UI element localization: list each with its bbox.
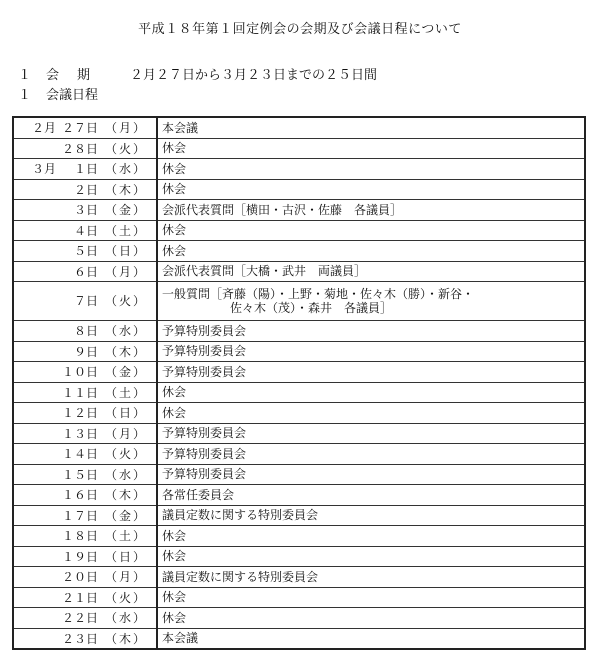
event-text: 議員定数に関する特別委員会 (162, 569, 319, 584)
weekday-text: （水） (104, 467, 147, 482)
schedule-row (13, 138, 585, 159)
event-cell (157, 282, 585, 321)
event-cell (157, 526, 585, 547)
weekday-text: （火） (104, 141, 147, 156)
date-cell (13, 382, 157, 403)
event-text-line2: 佐々木（茂）・森井 各議員］ (230, 301, 393, 315)
schedule-row (13, 261, 585, 282)
event-cell (157, 464, 585, 485)
event-text: 休会 (162, 385, 187, 400)
event-cell (157, 261, 585, 282)
weekday-text: （土） (104, 529, 147, 543)
schedule-row (13, 179, 585, 200)
event-cell (157, 362, 585, 383)
date-cell (13, 546, 157, 567)
schedule-row (13, 200, 585, 221)
date-cell (13, 138, 157, 159)
weekday-text: （月） (104, 264, 147, 279)
weekday-text: （金） (104, 203, 147, 217)
event-text: 休会 (162, 223, 187, 238)
event-text: 予算特別委員会 (162, 426, 247, 441)
event-text: 休会 (162, 528, 187, 543)
day-text: ８日 (73, 324, 98, 338)
weekday-text: （月） (104, 426, 147, 441)
day-text: ４日 (73, 223, 98, 238)
event-text: 休会 (162, 182, 187, 197)
weekday-text: （月） (104, 121, 147, 135)
weekday-text: （木） (104, 344, 147, 359)
event-cell (157, 179, 585, 200)
event-text: 本会議 (162, 631, 199, 646)
month-text: ３月 (32, 162, 57, 176)
event-text: 予算特別委員会 (162, 364, 247, 379)
day-text: ２２日 (61, 611, 98, 625)
event-cell (157, 159, 585, 180)
day-text: ２８日 (61, 141, 98, 156)
event-text: 休会 (162, 141, 187, 156)
weekday-text: （金） (104, 365, 147, 379)
event-text: 休会 (162, 549, 187, 564)
session-label: 会期 (46, 68, 109, 83)
schedule-row (13, 382, 585, 403)
schedule-row (13, 241, 585, 262)
event-text: 会派代表質問［横田・古沢・佐藤 各議員］ (162, 202, 403, 217)
day-text: １４日 (61, 447, 98, 461)
day-text: １０日 (61, 365, 98, 379)
day-text: ２７日 (61, 121, 98, 135)
schedule-table (12, 116, 586, 650)
event-cell (157, 587, 585, 608)
event-cell (157, 628, 585, 649)
day-text: １９日 (61, 549, 98, 564)
date-cell (13, 282, 157, 321)
weekday-text: （木） (104, 182, 147, 197)
weekday-text: （日） (104, 549, 147, 564)
schedule-heading (18, 84, 98, 103)
event-cell (157, 567, 585, 588)
day-text: １日 (73, 162, 98, 176)
date-cell (13, 464, 157, 485)
date-cell (13, 403, 157, 424)
date-cell (13, 587, 157, 608)
day-text: ２日 (73, 182, 98, 197)
date-cell (13, 567, 157, 588)
event-cell (157, 220, 585, 241)
day-text: ５日 (73, 244, 98, 258)
weekday-text: （日） (104, 406, 147, 420)
event-text: 議員定数に関する特別委員会 (162, 508, 319, 523)
event-text: 休会 (162, 161, 187, 176)
month-text: ２月 (32, 121, 57, 135)
schedule-row (13, 464, 585, 485)
document-title: 平成１８年第１回定例会の会期及び会議日程について (138, 22, 462, 37)
day-text: ３日 (73, 203, 98, 217)
day-text: １５日 (61, 467, 98, 482)
session-number: １ (18, 68, 32, 83)
day-text: １２日 (61, 406, 98, 420)
event-cell (157, 608, 585, 629)
event-cell (157, 423, 585, 444)
event-text: 会派代表質問［大橋・武井 両議員］ (162, 264, 367, 279)
event-cell (157, 444, 585, 465)
event-cell (157, 505, 585, 526)
event-text: 休会 (162, 405, 187, 420)
date-cell (13, 220, 157, 241)
schedule-row (13, 485, 585, 506)
date-cell (13, 200, 157, 221)
weekday-text: （水） (104, 324, 147, 338)
schedule-row (13, 341, 585, 362)
schedule-row (13, 321, 585, 342)
weekday-text: （木） (104, 488, 147, 502)
event-text: 予算特別委員会 (162, 446, 247, 461)
weekday-text: （木） (104, 631, 147, 646)
date-cell (13, 179, 157, 200)
date-cell (13, 321, 157, 342)
schedule-row (13, 567, 585, 588)
event-cell (157, 485, 585, 506)
event-cell (157, 241, 585, 262)
day-text: ７日 (73, 294, 98, 308)
date-cell (13, 341, 157, 362)
day-text: １７日 (61, 508, 98, 523)
day-text: ２０日 (61, 570, 98, 584)
day-text: ９日 (73, 344, 98, 359)
date-cell (13, 444, 157, 465)
schedule-row (13, 362, 585, 383)
weekday-text: （火） (104, 447, 147, 461)
event-text: 予算特別委員会 (162, 344, 247, 359)
schedule-row (13, 628, 585, 649)
event-text: 休会 (162, 590, 187, 605)
day-text: １８日 (61, 529, 98, 543)
date-cell (13, 526, 157, 547)
schedule-row (13, 117, 585, 138)
schedule-row (13, 403, 585, 424)
event-text: 予算特別委員会 (162, 467, 247, 482)
schedule-row (13, 546, 585, 567)
day-text: ２１日 (61, 590, 98, 605)
schedule-label: 会議日程 (46, 88, 99, 103)
event-cell (157, 200, 585, 221)
date-cell (13, 505, 157, 526)
date-cell (13, 117, 157, 138)
event-cell (157, 321, 585, 342)
event-cell (157, 138, 585, 159)
schedule-row (13, 608, 585, 629)
weekday-text: （月） (104, 570, 147, 584)
schedule-row (13, 220, 585, 241)
event-cell (157, 341, 585, 362)
schedule-row (13, 159, 585, 180)
date-cell (13, 362, 157, 383)
date-cell (13, 261, 157, 282)
date-cell (13, 628, 157, 649)
schedule-row (13, 423, 585, 444)
date-cell (13, 608, 157, 629)
weekday-text: （水） (104, 162, 147, 176)
date-cell (13, 241, 157, 262)
session-period-text: ２月２７日から３月２３日までの２５日間 (130, 68, 378, 83)
weekday-text: （火） (104, 294, 147, 308)
weekday-text: （金） (104, 508, 147, 523)
schedule-row (13, 282, 585, 321)
day-text: ２３日 (61, 631, 98, 646)
weekday-text: （土） (104, 223, 147, 238)
schedule-row (13, 505, 585, 526)
event-cell (157, 546, 585, 567)
event-text: 一般質問［斉藤（陽）・上野・菊地・佐々木（勝）・新谷・ (162, 287, 475, 301)
schedule-number: １ (18, 88, 32, 103)
event-cell (157, 382, 585, 403)
weekday-text: （火） (104, 590, 147, 605)
session-period-line (18, 64, 377, 83)
event-text: 各常任委員会 (162, 487, 235, 502)
event-cell (157, 117, 585, 138)
schedule-row (13, 444, 585, 465)
weekday-text: （水） (104, 611, 147, 625)
event-text: 休会 (162, 243, 187, 258)
date-cell (13, 485, 157, 506)
day-text: ６日 (73, 264, 98, 279)
day-text: １３日 (61, 426, 98, 441)
event-text: 本会議 (162, 120, 199, 135)
event-text: 休会 (162, 610, 187, 625)
weekday-text: （日） (104, 244, 147, 258)
day-text: １１日 (61, 385, 98, 400)
date-cell (13, 423, 157, 444)
date-cell (13, 159, 157, 180)
event-cell (157, 403, 585, 424)
schedule-row (13, 526, 585, 547)
day-text: １６日 (61, 488, 98, 502)
weekday-text: （土） (104, 385, 147, 400)
schedule-row (13, 587, 585, 608)
event-text: 予算特別委員会 (162, 323, 247, 338)
